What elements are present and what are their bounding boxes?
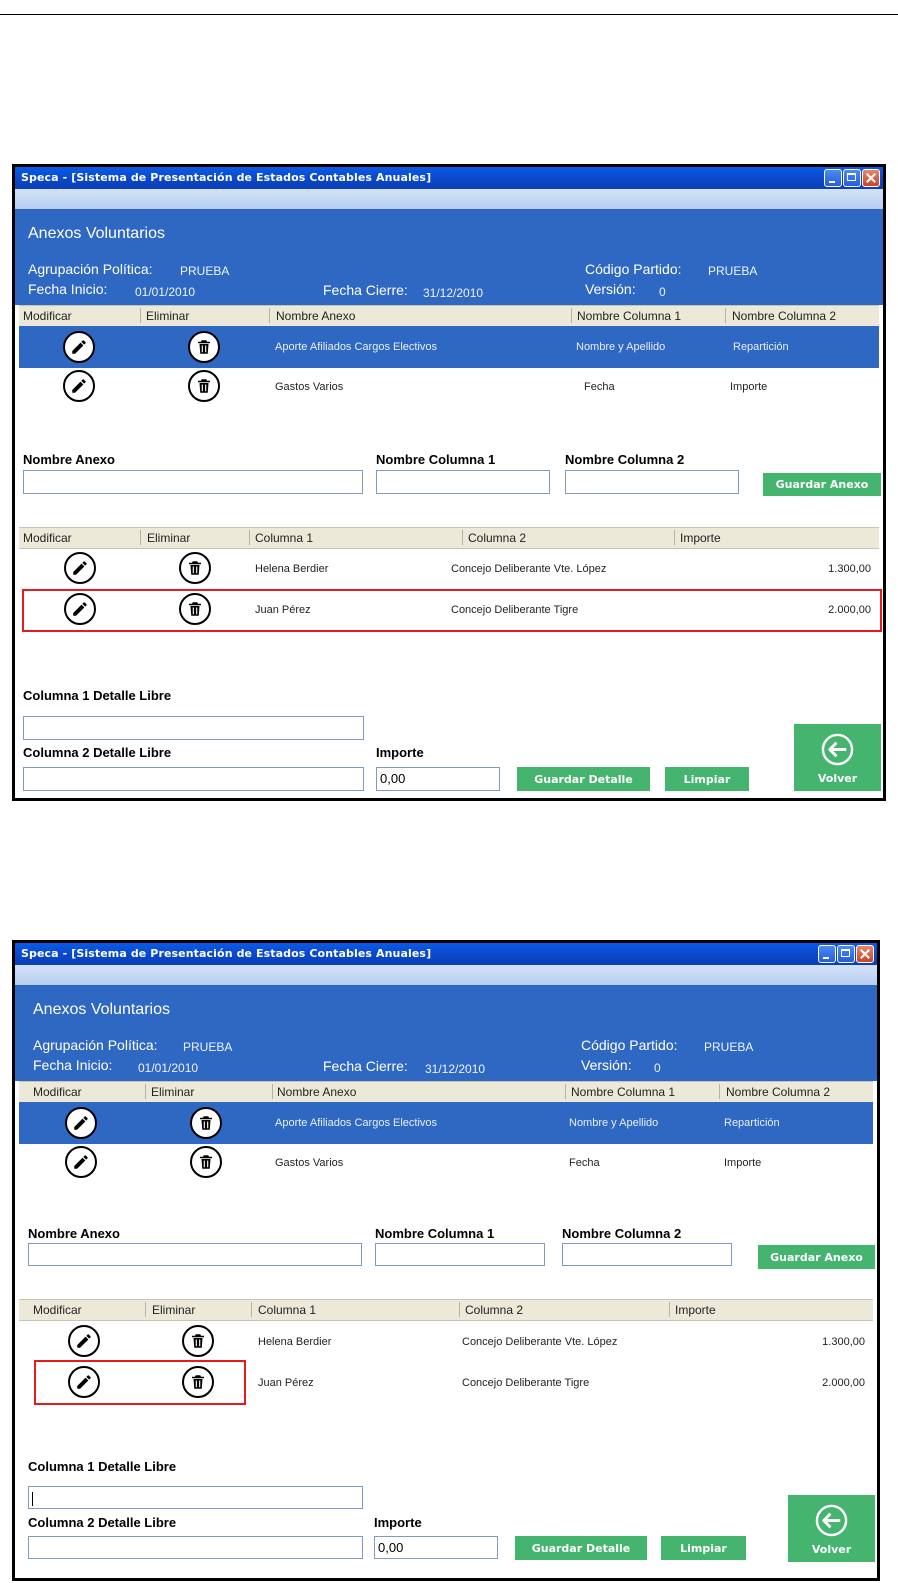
detalle-col1: Juan Pérez (255, 604, 311, 616)
modificar-button[interactable] (63, 331, 95, 363)
anexo-col2: Importe (724, 1157, 762, 1169)
nombre-columna1-input[interactable] (375, 1243, 545, 1266)
detalle-col2: Concejo Deliberante Tigre (451, 604, 579, 616)
guardar-anexo-button[interactable]: Guardar Anexo (758, 1245, 875, 1269)
minimize-button[interactable] (818, 945, 836, 963)
maximize-button[interactable] (837, 945, 855, 963)
detalle-col2: Concejo Deliberante Vte. López (462, 1336, 618, 1348)
fecha-cierre-label: Fecha Cierre: (323, 282, 408, 298)
window-titlebar (15, 167, 883, 189)
columna1-detalle-label: Columna 1 Detalle Libre (23, 688, 172, 703)
fecha-cierre-value: 31/12/2010 (425, 1062, 486, 1076)
eliminar-button[interactable] (188, 370, 220, 402)
col-nombre-columna-2: Nombre Columna 2 (726, 1085, 831, 1099)
col-eliminar: Eliminar (151, 1085, 195, 1099)
codigo-label: Código Partido: (581, 1037, 678, 1053)
anexo-row[interactable] (19, 368, 879, 407)
importe-input[interactable]: 0,00 (376, 767, 500, 791)
detalle-importe: 1.300,00 (822, 1336, 865, 1348)
detalle-row[interactable] (19, 550, 879, 589)
pencil-icon (75, 1332, 93, 1350)
nombre-columna1-input[interactable] (376, 470, 550, 494)
trash-icon (189, 1332, 207, 1350)
modificar-button[interactable] (68, 1325, 100, 1357)
close-button[interactable] (856, 945, 874, 963)
page-title: Anexos Voluntarios (33, 1001, 170, 1018)
anexo-nombre: Gastos Varios (275, 1157, 344, 1169)
header-panel (15, 985, 877, 1081)
minimize-button[interactable] (824, 169, 842, 187)
pencil-icon (72, 1153, 90, 1171)
trash-icon (197, 1114, 215, 1132)
anexo-row[interactable] (19, 1102, 873, 1144)
maximize-button[interactable] (843, 169, 861, 187)
columna1-detalle-input[interactable] (28, 1486, 363, 1509)
window-title: Speca - [Sistema de Presentación de Estados Contables Anuales] (21, 171, 432, 184)
fecha-cierre-label: Fecha Cierre: (323, 1058, 408, 1074)
agrupacion-value: PRUEBA (180, 264, 230, 278)
anexo-row[interactable] (19, 1144, 873, 1183)
anexos-grid-header (19, 1081, 873, 1103)
trash-icon (195, 377, 213, 395)
close-button[interactable] (862, 169, 880, 187)
col-columna-1: Columna 1 (258, 1303, 317, 1317)
volver-button[interactable] (794, 724, 881, 791)
detalle-col2: Concejo Deliberante Vte. López (451, 563, 607, 575)
trash-icon (195, 338, 213, 356)
volver-label: Volver (811, 1543, 852, 1556)
detalle-col1: Helena Berdier (258, 1336, 332, 1348)
eliminar-button[interactable] (179, 552, 211, 584)
columna2-detalle-label: Columna 2 Detalle Libre (23, 745, 172, 760)
version-value: 0 (654, 1061, 661, 1075)
col-importe: Importe (675, 1303, 716, 1317)
anexo-nombre: Aporte Afiliados Cargos Electivos (275, 341, 438, 353)
importe-input[interactable]: 0,00 (374, 1536, 498, 1559)
limpiar-button[interactable]: Limpiar (661, 1536, 746, 1560)
guardar-detalle-button[interactable]: Guardar Detalle (517, 767, 650, 791)
codigo-value: PRUEBA (708, 264, 758, 278)
nombre-columna2-input[interactable] (562, 1243, 732, 1266)
pencil-icon (71, 559, 89, 577)
fecha-inicio-label: Fecha Inicio: (28, 281, 108, 297)
highlight-box (34, 1360, 246, 1405)
col-nombre-anexo: Nombre Anexo (276, 309, 356, 323)
col-columna-2: Columna 2 (465, 1303, 524, 1317)
nombre-columna2-label: Nombre Columna 2 (565, 452, 685, 467)
header-panel (15, 209, 883, 305)
col-columna-1: Columna 1 (255, 531, 314, 545)
col-nombre-columna-1: Nombre Columna 1 (571, 1085, 676, 1099)
col-nombre-anexo: Nombre Anexo (277, 1085, 357, 1099)
nombre-columna2-input[interactable] (565, 470, 739, 494)
agrupacion-label: Agrupación Política: (28, 261, 153, 277)
highlight-box (22, 589, 882, 632)
page-title: Anexos Voluntarios (28, 225, 165, 242)
col-modificar: Modificar (23, 531, 72, 545)
anexo-col1: Nombre y Apellido (576, 341, 666, 353)
window-controls (824, 169, 880, 187)
page-top-rule (0, 14, 898, 15)
col-eliminar: Eliminar (152, 1303, 196, 1317)
guardar-anexo-button[interactable]: Guardar Anexo (763, 473, 881, 496)
importe-label: Importe (374, 1515, 422, 1530)
fecha-inicio-value: 01/01/2010 (138, 1061, 199, 1075)
col-eliminar: Eliminar (146, 309, 190, 323)
nombre-anexo-input[interactable] (28, 1243, 362, 1266)
anexo-col2: Repartición (724, 1117, 780, 1129)
detalle-importe: 1.300,00 (828, 563, 871, 575)
arrow-left-circle-icon (821, 733, 854, 766)
volver-button[interactable] (788, 1495, 875, 1562)
window-controls (818, 945, 874, 963)
eliminar-button[interactable] (190, 1107, 222, 1139)
codigo-label: Código Partido: (585, 261, 682, 277)
eliminar-button[interactable] (190, 1146, 222, 1178)
col-columna-2: Columna 2 (468, 531, 527, 545)
pencil-icon (70, 377, 88, 395)
detalle-importe: 2.000,00 (828, 604, 871, 616)
detalle-grid-header (19, 1299, 873, 1321)
nombre-anexo-label: Nombre Anexo (23, 452, 115, 467)
eliminar-button[interactable] (182, 1325, 214, 1357)
modificar-button[interactable] (63, 370, 95, 402)
col-modificar: Modificar (23, 309, 72, 323)
columna1-detalle-label: Columna 1 Detalle Libre (28, 1459, 177, 1474)
menu-strip (15, 189, 883, 209)
anexos-grid-header (19, 305, 879, 327)
nombre-anexo-input[interactable] (23, 470, 363, 494)
columna1-detalle-input[interactable] (23, 716, 364, 740)
pencil-icon (72, 1114, 90, 1132)
detalle-col2: Concejo Deliberante Tigre (462, 1377, 590, 1389)
col-eliminar: Eliminar (147, 531, 191, 545)
agrupacion-value: PRUEBA (183, 1040, 233, 1054)
trash-icon (186, 559, 204, 577)
version-value: 0 (659, 285, 666, 299)
nombre-columna1-label: Nombre Columna 1 (375, 1226, 495, 1241)
detalle-row[interactable] (19, 1323, 873, 1362)
version-label: Versión: (585, 281, 636, 297)
nombre-anexo-label: Nombre Anexo (28, 1226, 120, 1241)
menu-strip (15, 965, 877, 985)
nombre-columna2-label: Nombre Columna 2 (562, 1226, 682, 1241)
anexo-col1: Fecha (569, 1157, 600, 1169)
agrupacion-label: Agrupación Política: (33, 1037, 158, 1053)
text-cursor (32, 1492, 33, 1506)
columna2-detalle-label: Columna 2 Detalle Libre (28, 1515, 177, 1530)
col-nombre-columna-1: Nombre Columna 1 (577, 309, 682, 323)
anexo-nombre: Aporte Afiliados Cargos Electivos (275, 1117, 438, 1129)
fecha-inicio-label: Fecha Inicio: (33, 1057, 113, 1073)
trash-icon (197, 1153, 215, 1171)
eliminar-button[interactable] (188, 331, 220, 363)
col-modificar: Modificar (33, 1303, 82, 1317)
window-title: Speca - [Sistema de Presentación de Estados Contables Anuales] (21, 947, 432, 960)
screenshot-2 (12, 940, 880, 1581)
limpiar-button[interactable]: Limpiar (665, 767, 749, 791)
codigo-value: PRUEBA (704, 1040, 754, 1054)
arrow-left-circle-icon (815, 1504, 848, 1537)
modificar-button[interactable] (65, 1107, 97, 1139)
detalle-col1: Helena Berdier (255, 563, 329, 575)
window-titlebar (15, 943, 877, 965)
nombre-columna1-label: Nombre Columna 1 (376, 452, 496, 467)
modificar-button[interactable] (64, 552, 96, 584)
fecha-inicio-value: 01/01/2010 (135, 285, 196, 299)
volver-label: Volver (817, 772, 858, 785)
anexo-col2: Repartición (733, 341, 789, 353)
columna2-detalle-input[interactable] (28, 1536, 363, 1559)
col-modificar: Modificar (33, 1085, 82, 1099)
detalle-importe: 2.000,00 (822, 1377, 865, 1389)
anexo-row[interactable] (19, 326, 879, 368)
anexo-col2: Importe (730, 381, 768, 393)
fecha-cierre-value: 31/12/2010 (423, 286, 484, 300)
col-nombre-columna-2: Nombre Columna 2 (732, 309, 837, 323)
col-importe: Importe (680, 531, 721, 545)
pencil-icon (70, 338, 88, 356)
modificar-button[interactable] (65, 1146, 97, 1178)
columna2-detalle-input[interactable] (23, 767, 364, 791)
screenshot-1 (12, 164, 886, 801)
guardar-detalle-button[interactable]: Guardar Detalle (515, 1536, 647, 1560)
version-label: Versión: (581, 1057, 632, 1073)
anexo-col1: Fecha (584, 381, 615, 393)
detalle-col1: Juan Pérez (258, 1377, 314, 1389)
anexo-nombre: Gastos Varios (275, 381, 344, 393)
detalle-grid-header (19, 527, 879, 549)
importe-label: Importe (376, 745, 424, 760)
anexo-col1: Nombre y Apellido (569, 1117, 659, 1129)
